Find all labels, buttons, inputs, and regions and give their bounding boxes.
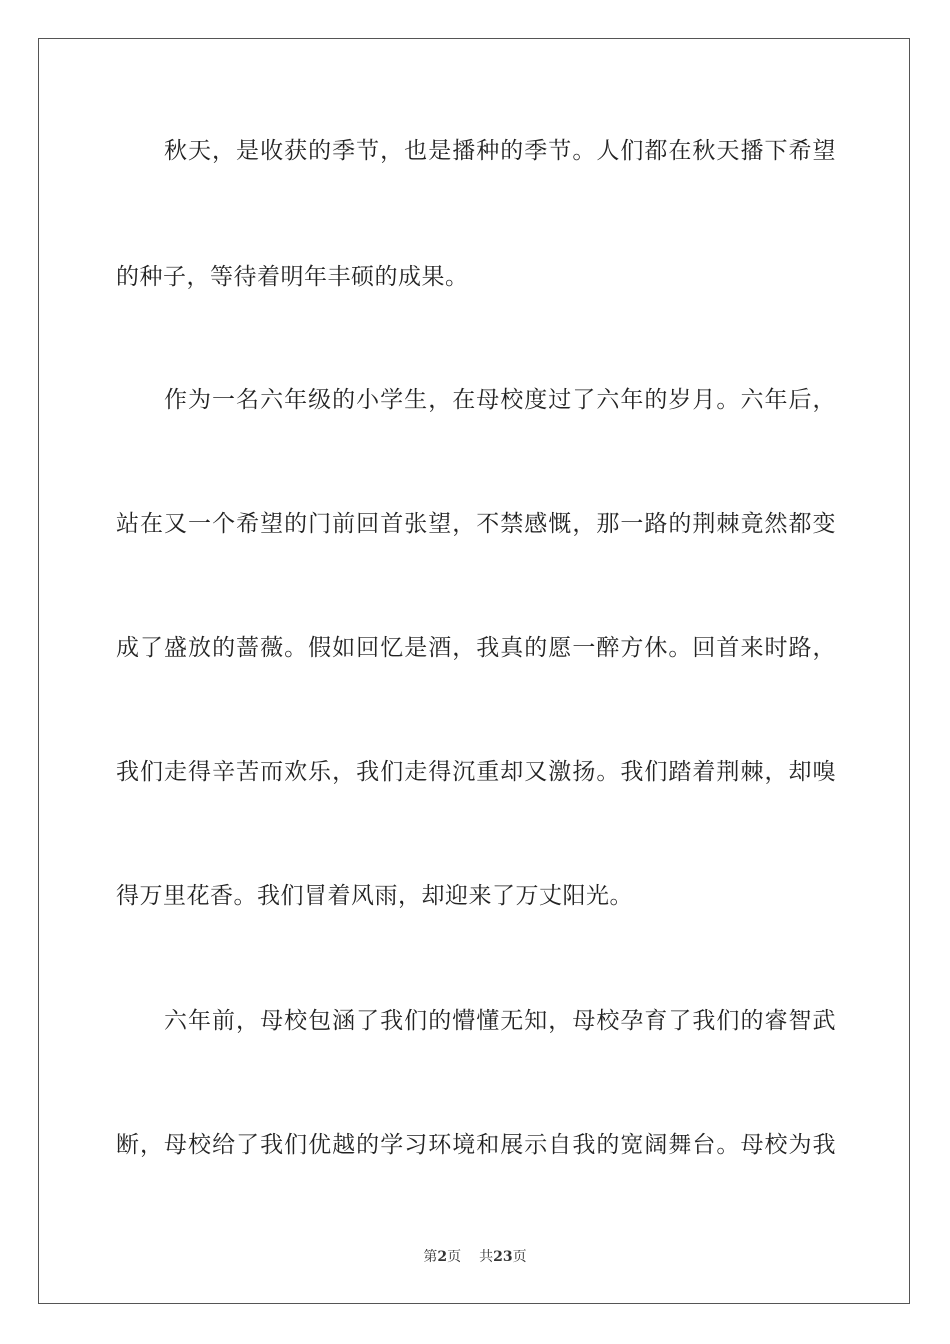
paragraph-2-line-1: 作为一名六年级的小学生，在母校度过了六年的岁月。六年后，: [164, 387, 836, 413]
page-label-prefix: 第: [423, 1249, 438, 1265]
page-border: [38, 38, 910, 1304]
page-footer: [0, 1247, 950, 1267]
paragraph-2-line-5: 得万里花香。我们冒着风雨，却迎来了万丈阳光。: [116, 883, 633, 909]
paragraph-2-line-3: 成了盛放的蔷薇。假如回忆是酒，我真的愿一醉方休。回首来时路，: [116, 635, 836, 661]
total-label-prefix: 共: [479, 1249, 494, 1265]
total-pages: 23: [493, 1249, 513, 1265]
total-label-suffix: 页: [512, 1249, 527, 1265]
paragraph-2-line-2: 站在又一个希望的门前回首张望，不禁感慨，那一路的荆棘竟然都变: [116, 511, 836, 537]
page-number: 2: [437, 1249, 448, 1265]
paragraph-1-line-2: 的种子，等待着明年丰硕的成果。: [116, 264, 469, 290]
paragraph-3-line-1: 六年前，母校包涵了我们的懵懂无知，母校孕育了我们的睿智武: [164, 1008, 836, 1034]
page-label-suffix: 页: [447, 1249, 462, 1265]
paragraph-1-line-1: 秋天，是收获的季节，也是播种的季节。人们都在秋天播下希望: [164, 138, 836, 164]
paragraph-3-line-2: 断，母校给了我们优越的学习环境和展示自我的宽阔舞台。母校为我: [116, 1132, 836, 1158]
paragraph-2-line-4: 我们走得辛苦而欢乐，我们走得沉重却又激扬。我们踏着荆棘，却嗅: [116, 759, 836, 785]
